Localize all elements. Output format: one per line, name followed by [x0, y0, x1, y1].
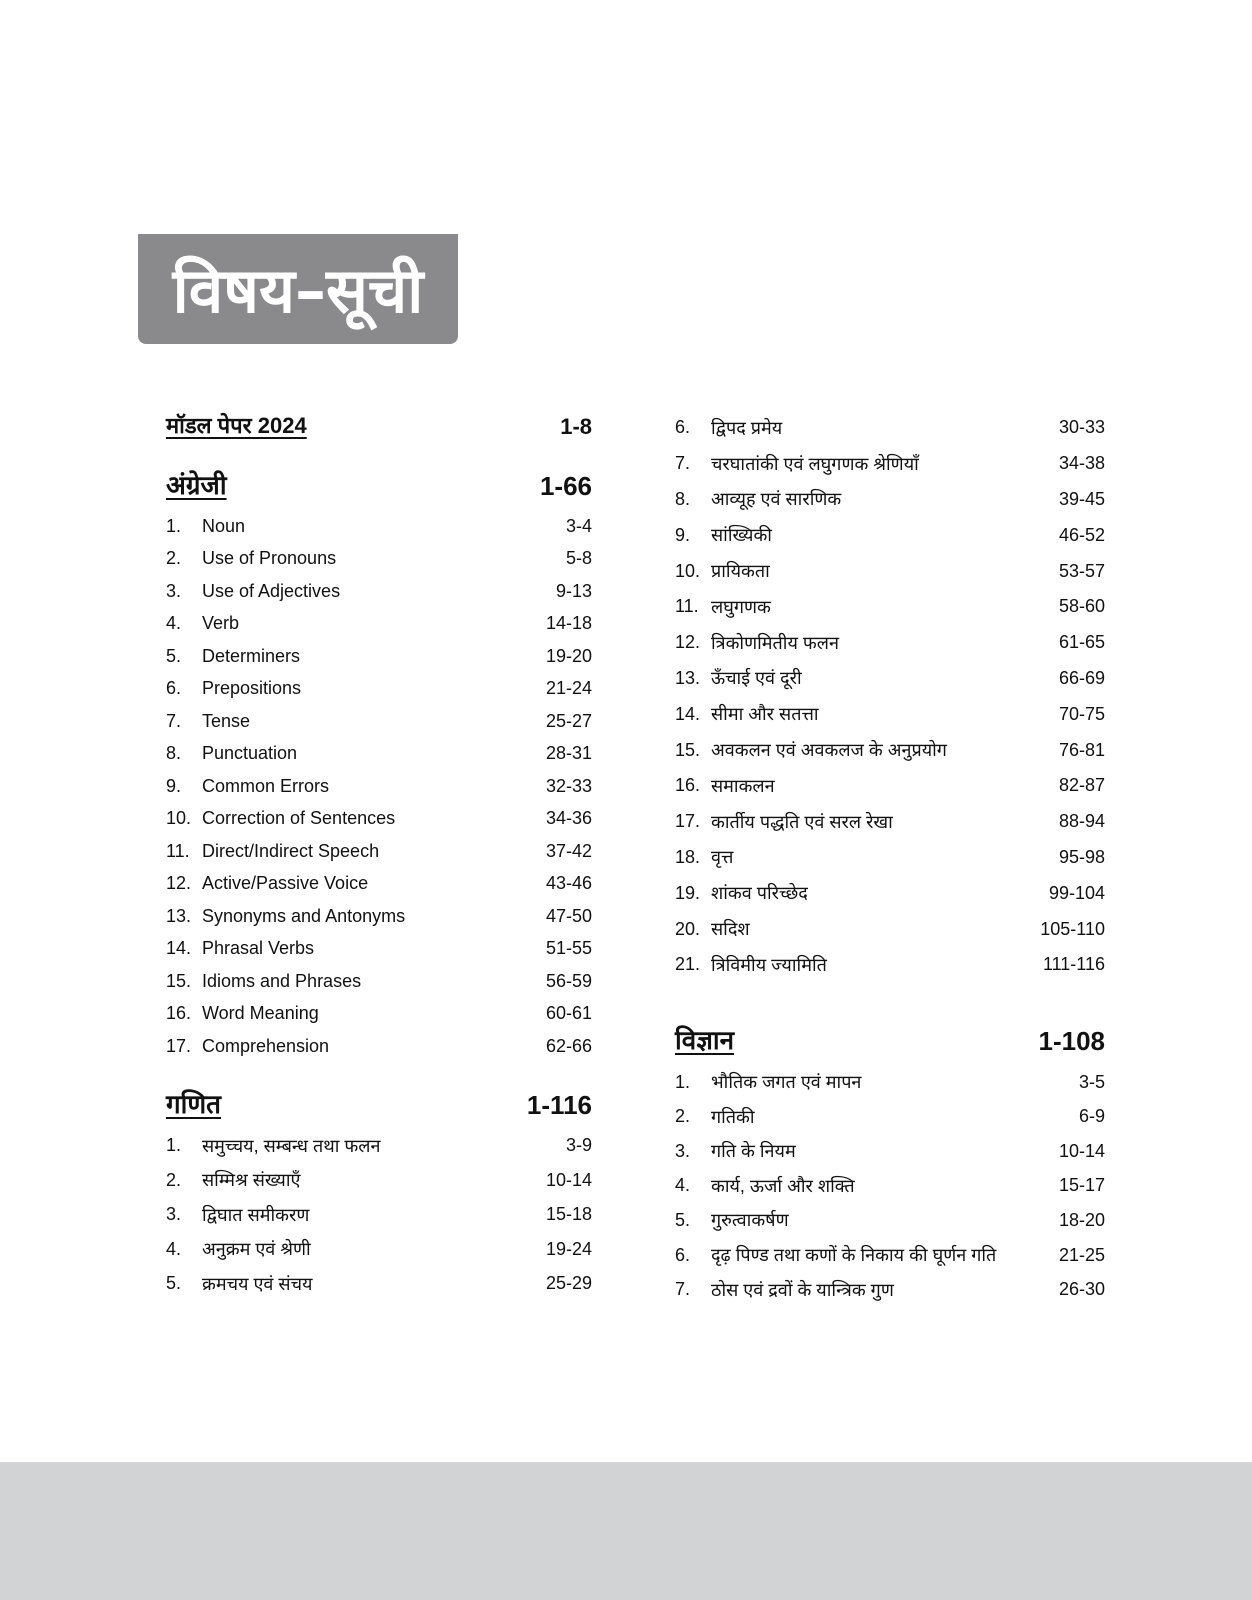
toc-text: Common Errors — [202, 775, 330, 796]
toc-pages: 111-116 — [1042, 954, 1105, 975]
toc-text: Noun — [202, 515, 246, 536]
toc-pages: 21-24 — [545, 678, 592, 699]
toc-text: Use of Pronouns — [202, 548, 337, 569]
toc-row[interactable] — [166, 673, 592, 706]
toc-row[interactable] — [675, 589, 1105, 625]
toc-num: 3. — [166, 580, 182, 601]
english-list — [166, 510, 592, 1063]
toc-text: शांकव परिच्छेद — [711, 883, 808, 904]
toc-text: सीमा और सतत्ता — [711, 704, 819, 725]
toc-row[interactable] — [675, 482, 1105, 518]
toc-pages: 95-98 — [1058, 846, 1105, 867]
toc-row[interactable] — [675, 875, 1105, 911]
toc-num: 5. — [166, 645, 182, 666]
model-paper-heading[interactable] — [166, 410, 592, 440]
toc-pages: 34-36 — [545, 808, 592, 829]
model-paper-label: मॉडल पेपर 2024 — [166, 413, 307, 438]
toc-num: 7. — [675, 453, 691, 474]
toc-num: 1. — [675, 1071, 691, 1092]
toc-row[interactable] — [166, 510, 592, 543]
toc-text: Determiners — [202, 645, 301, 666]
toc-left-column — [166, 410, 592, 1301]
toc-right-column — [675, 410, 1105, 1307]
toc-text: समुच्चय, सम्बन्ध तथा फलन — [202, 1135, 381, 1156]
toc-text: त्रिविमीय ज्यामिति — [711, 954, 827, 975]
toc-pages: 19-24 — [545, 1238, 592, 1259]
toc-pages: 21-25 — [1058, 1244, 1105, 1265]
toc-row[interactable] — [675, 625, 1105, 661]
toc-num: 5. — [166, 1273, 182, 1294]
toc-row[interactable] — [166, 543, 592, 576]
toc-num: 2. — [166, 1169, 182, 1190]
toc-pages: 3-4 — [565, 515, 592, 536]
toc-text: Tense — [202, 710, 251, 731]
footer-band — [0, 1462, 1252, 1600]
toc-text: क्रमचय एवं संचय — [202, 1273, 313, 1294]
toc-num: 8. — [675, 488, 691, 509]
toc-num: 7. — [675, 1279, 691, 1300]
toc-pages: 66-69 — [1058, 667, 1105, 688]
toc-pages: 9-13 — [555, 580, 592, 601]
toc-pages: 5-8 — [565, 548, 592, 569]
toc-row[interactable] — [166, 933, 592, 966]
toc-num: 15. — [675, 739, 701, 760]
science-range: 1-108 — [1038, 1025, 1105, 1056]
toc-text: गति के नियम — [711, 1141, 796, 1162]
toc-pages: 46-52 — [1058, 524, 1105, 545]
toc-num: 21. — [675, 954, 701, 975]
toc-pages: 3-5 — [1078, 1071, 1105, 1092]
toc-text: Active/Passive Voice — [202, 873, 369, 894]
toc-pages: 3-9 — [565, 1135, 592, 1156]
toc-num: 15. — [166, 970, 192, 991]
toc-pages: 60-61 — [545, 1003, 592, 1024]
toc-text: अवकलन एवं अवकलज के अनुप्रयोग — [711, 740, 947, 761]
toc-row[interactable] — [675, 446, 1105, 482]
toc-row[interactable] — [166, 998, 592, 1031]
toc-text: दृढ़ पिण्ड तथा कणों के निकाय की घूर्णन गति — [711, 1245, 997, 1266]
toc-text: द्विघात समीकरण — [202, 1204, 310, 1225]
toc-text: गुरुत्वाकर्षण — [711, 1210, 789, 1231]
toc-text: Idioms and Phrases — [202, 970, 362, 991]
toc-text: भौतिक जगत एवं मापन — [711, 1072, 862, 1093]
toc-text: गतिकी — [711, 1106, 755, 1127]
toc-num: 1. — [166, 1135, 182, 1156]
toc-text: कार्य, ऊर्जा और शक्ति — [711, 1175, 855, 1196]
toc-num: 3. — [166, 1204, 182, 1225]
toc-num: 4. — [675, 1175, 691, 1196]
science-list — [675, 1065, 1105, 1307]
toc-row[interactable] — [675, 661, 1105, 697]
toc-row[interactable] — [166, 770, 592, 803]
toc-pages: 51-55 — [545, 938, 592, 959]
toc-num: 5. — [675, 1209, 691, 1230]
toc-pages: 10-14 — [1058, 1140, 1105, 1161]
toc-pages: 19-20 — [545, 645, 592, 666]
toc-row[interactable] — [675, 1238, 1105, 1273]
toc-text: Prepositions — [202, 678, 302, 699]
toc-text: Verb — [202, 613, 240, 634]
toc-text: ऊँचाई एवं दूरी — [711, 668, 802, 689]
toc-pages: 25-29 — [545, 1273, 592, 1294]
toc-pages: 37-42 — [545, 840, 592, 861]
toc-num: 7. — [166, 710, 182, 731]
toc-text: समाकलन — [711, 775, 775, 796]
toc-text: अनुक्रम एवं श्रेणी — [202, 1239, 311, 1260]
toc-num: 17. — [166, 1035, 192, 1056]
toc-text: त्रिकोणमितीय फलन — [711, 632, 839, 653]
toc-row[interactable] — [166, 575, 592, 608]
toc-row[interactable] — [166, 1163, 592, 1198]
toc-num: 14. — [166, 938, 192, 959]
toc-text: लघुगणक — [711, 596, 771, 617]
toc-row[interactable] — [675, 804, 1105, 840]
toc-pages: 70-75 — [1058, 703, 1105, 724]
toc-row[interactable] — [166, 803, 592, 836]
toc-row[interactable] — [675, 1099, 1105, 1134]
toc-pages: 58-60 — [1058, 596, 1105, 617]
toc-text: सांख्यिकी — [711, 525, 772, 546]
toc-pages: 25-27 — [545, 710, 592, 731]
toc-pages: 6-9 — [1078, 1106, 1105, 1127]
toc-row[interactable] — [166, 835, 592, 868]
toc-num: 2. — [675, 1106, 691, 1127]
toc-num: 11. — [675, 596, 699, 617]
toc-pages: 26-30 — [1058, 1279, 1105, 1300]
toc-row[interactable] — [166, 1232, 592, 1267]
toc-text: Phrasal Verbs — [202, 938, 315, 959]
toc-pages: 28-31 — [545, 743, 592, 764]
toc-num: 4. — [166, 613, 182, 634]
toc-row[interactable] — [675, 1065, 1105, 1100]
toc-num: 11. — [166, 840, 190, 861]
toc-row[interactable] — [675, 696, 1105, 732]
toc-text: Use of Adjectives — [202, 580, 341, 601]
toc-text: Correction of Sentences — [202, 808, 396, 829]
toc-pages: 105-110 — [1040, 918, 1105, 939]
maths-list-part2 — [675, 410, 1105, 983]
toc-pages: 30-33 — [1058, 417, 1105, 438]
toc-row[interactable] — [675, 1134, 1105, 1169]
toc-num: 9. — [675, 524, 691, 545]
toc-row[interactable] — [166, 1267, 592, 1302]
toc-pages: 76-81 — [1058, 739, 1105, 760]
toc-num: 12. — [166, 873, 192, 894]
page-title-box — [138, 234, 458, 344]
page-title: विषय–सूची — [172, 254, 424, 327]
toc-num: 14. — [675, 703, 701, 724]
toc-text: वृत्त — [711, 847, 734, 868]
toc-pages: 88-94 — [1058, 811, 1105, 832]
science-heading[interactable] — [675, 1025, 1105, 1057]
toc-num: 18. — [675, 846, 701, 867]
english-label: अंग्रेजी — [166, 470, 227, 500]
toc-num: 16. — [166, 1003, 192, 1024]
toc-row[interactable] — [166, 738, 592, 771]
toc-row[interactable] — [675, 1272, 1105, 1307]
toc-text: Word Meaning — [202, 1003, 319, 1024]
toc-text: Synonyms and Antonyms — [202, 905, 406, 926]
toc-row[interactable] — [166, 965, 592, 998]
toc-row[interactable] — [675, 947, 1105, 983]
toc-row[interactable] — [166, 868, 592, 901]
toc-row[interactable] — [675, 768, 1105, 804]
toc-num: 1. — [166, 515, 182, 536]
toc-row[interactable] — [166, 1030, 592, 1063]
toc-num: 2. — [166, 548, 182, 569]
toc-pages: 53-57 — [1058, 560, 1105, 581]
english-range: 1-66 — [539, 471, 592, 501]
toc-num: 8. — [166, 743, 182, 764]
toc-row[interactable] — [675, 517, 1105, 553]
toc-num: 3. — [675, 1140, 691, 1161]
toc-text: सम्मिश्र संख्याएँ — [202, 1170, 301, 1191]
toc-row[interactable] — [166, 900, 592, 933]
toc-pages: 14-18 — [545, 613, 592, 634]
toc-pages: 32-33 — [545, 775, 592, 796]
toc-pages: 18-20 — [1058, 1209, 1105, 1230]
model-paper-range: 1-8 — [560, 414, 592, 439]
toc-row[interactable] — [675, 732, 1105, 768]
toc-row[interactable] — [675, 1203, 1105, 1238]
toc-pages: 34-38 — [1058, 453, 1105, 474]
toc-num: 16. — [675, 775, 701, 796]
toc-row[interactable] — [675, 911, 1105, 947]
english-heading[interactable] — [166, 470, 592, 502]
toc-text: आव्यूह एवं सारणिक — [711, 489, 842, 510]
toc-pages: 15-17 — [1058, 1175, 1105, 1196]
toc-pages: 61-65 — [1058, 632, 1105, 653]
toc-pages: 43-46 — [545, 873, 592, 894]
toc-num: 13. — [166, 905, 192, 926]
toc-num: 9. — [166, 775, 182, 796]
maths-heading[interactable] — [166, 1089, 592, 1121]
toc-num: 12. — [675, 632, 701, 653]
toc-row[interactable] — [166, 640, 592, 673]
toc-pages: 47-50 — [545, 905, 592, 926]
toc-text: सदिश — [711, 919, 750, 940]
toc-text: द्विपद प्रमेय — [711, 417, 783, 438]
toc-pages: 10-14 — [545, 1169, 592, 1190]
toc-num: 13. — [675, 667, 701, 688]
toc-num: 4. — [166, 1238, 182, 1259]
toc-num: 6. — [675, 417, 691, 438]
toc-num: 20. — [675, 918, 701, 939]
toc-text: ठोस एवं द्रवों के यान्त्रिक गुण — [711, 1279, 894, 1300]
toc-row[interactable] — [166, 1129, 592, 1164]
toc-row[interactable] — [675, 840, 1105, 876]
toc-text: चरघातांकी एवं लघुगणक श्रेणियाँ — [711, 453, 919, 474]
toc-pages: 82-87 — [1058, 775, 1105, 796]
maths-label: गणित — [166, 1088, 221, 1119]
toc-row[interactable] — [166, 1198, 592, 1233]
toc-row[interactable] — [675, 553, 1105, 589]
science-label: विज्ञान — [675, 1024, 735, 1055]
toc-num: 6. — [675, 1244, 691, 1265]
toc-row[interactable] — [166, 705, 592, 738]
toc-num: 10. — [166, 808, 192, 829]
toc-num: 6. — [166, 678, 182, 699]
toc-pages: 15-18 — [545, 1204, 592, 1225]
toc-text: Direct/Indirect Speech — [202, 840, 380, 861]
toc-pages: 39-45 — [1058, 488, 1105, 509]
toc-pages: 56-59 — [545, 970, 592, 991]
toc-pages: 62-66 — [545, 1035, 592, 1056]
toc-row[interactable] — [675, 1169, 1105, 1204]
toc-num: 17. — [675, 811, 701, 832]
toc-text: प्रायिकता — [711, 561, 770, 582]
maths-list-part1 — [166, 1129, 592, 1302]
toc-num: 10. — [675, 560, 701, 581]
toc-text: कार्तीय पद्धति एवं सरल रेखा — [711, 811, 893, 832]
toc-row[interactable] — [166, 608, 592, 641]
toc-num: 19. — [675, 882, 701, 903]
toc-text: Comprehension — [202, 1035, 330, 1056]
toc-row[interactable] — [675, 410, 1105, 446]
toc-pages: 99-104 — [1048, 882, 1105, 903]
toc-text: Punctuation — [202, 743, 298, 764]
maths-range: 1-116 — [526, 1089, 592, 1120]
